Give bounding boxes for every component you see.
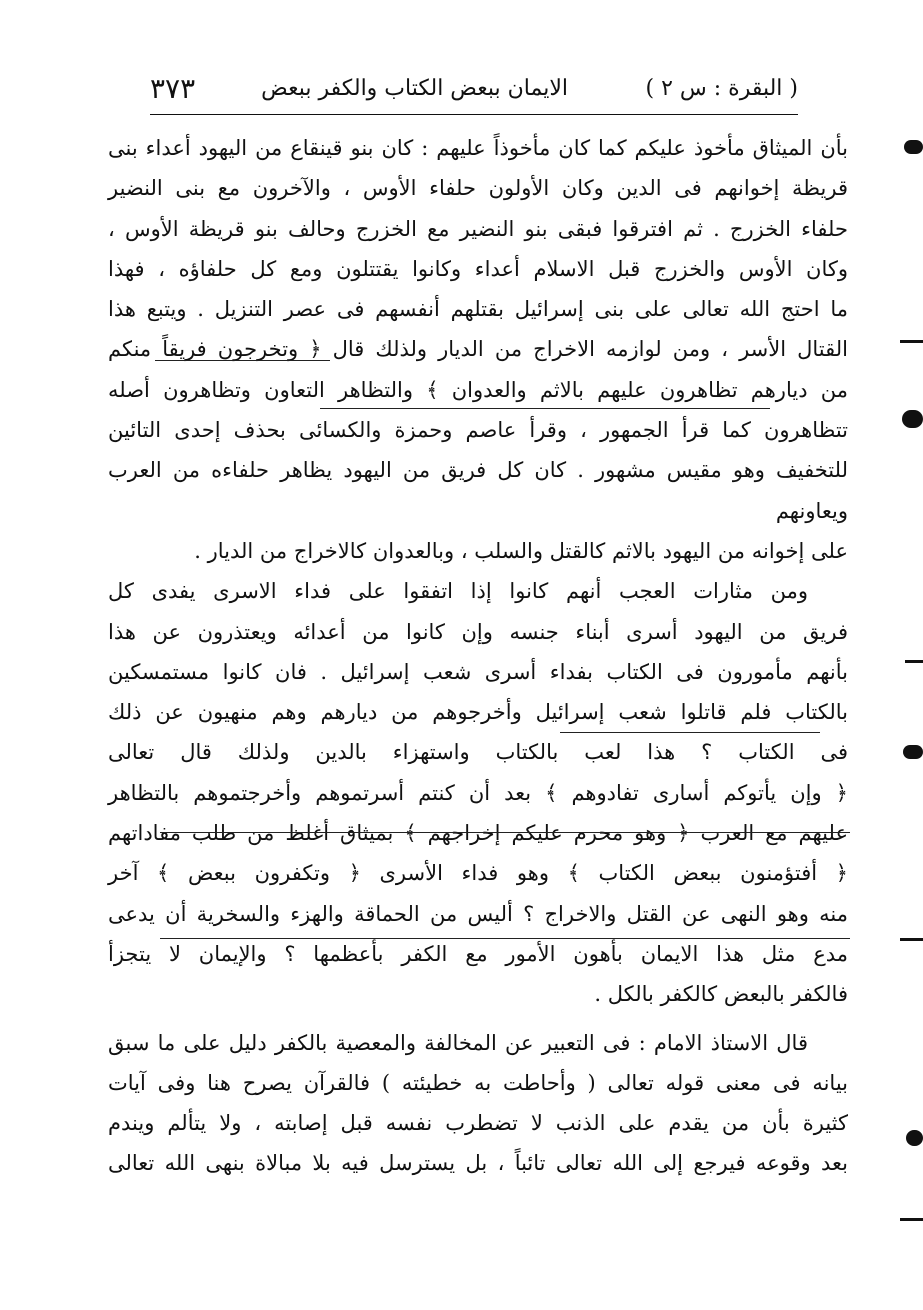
text-line: مدع مثل هذا الايمان بأهون الأمور مع الكفر بأعظمها ؟ والإيمان لا يتجزأ: [108, 941, 848, 966]
edge-mark: [905, 660, 923, 663]
edge-mark: [904, 140, 923, 154]
text-line: بيانه فى معنى قوله تعالى ( وأحاطت به خطيئته ) فالقرآن يصرح هنا وفى آيات: [108, 1070, 848, 1095]
edge-mark: [902, 410, 923, 428]
section-rule: [160, 832, 850, 833]
text-line: فريق من اليهود أسرى أبناء جنسه وإن كانوا من أعدائه ويعتذرون عن هذا: [108, 619, 848, 644]
text-line: ﴿ أفتؤمنون ببعض الكتاب ﴾ وهو فداء الأسرى ﴿ وتكفرون ببعض ﴾ آخر: [108, 861, 848, 886]
text-line: قال الاستاذ الامام : فى التعبير عن المخالفة والمعصية بالكفر دليل على ما سبق: [108, 1030, 808, 1055]
underline-mark: [320, 408, 770, 409]
text-line: فى الكتاب ؟ هذا لعب بالكتاب واستهزاء بالدين ولذلك قال تعالى: [108, 740, 848, 765]
body-text: [108, 128, 848, 1184]
text-line: من ديارهم تظاهرون عليهم بالاثم والعدوان ﴾ والتظاهر التعاون وتظاهرون أصله: [108, 377, 848, 402]
text-line: ما احتج الله تعالى على بنى إسرائيل بقتلهم أنفسهم فى عصر التنزيل . ويتبع هذا: [108, 297, 848, 322]
chapter-reference: ( البقرة : س ٢ ): [645, 76, 798, 101]
text-line: بأنهم مأمورون فى الكتاب بفداء أسرى شعب إسرائيل . فان كانوا مستمسكين: [108, 659, 848, 684]
text-line: بعد وقوعه فيرجع إلى الله تعالى تائباً ، بل يسترسل فيه بلا مبالاة بنهى الله تعالى: [108, 1151, 848, 1176]
text-line: ومن مثارات العجب أنهم كانوا إذا اتفقوا على فداء الاسرى يفدى كل: [108, 579, 808, 604]
text-line: عليهم مع العرب ﴿ وهو محرم عليكم إخراجهم ﴾ بميثاق أغلظ من طلب مفاداتهم: [108, 821, 848, 846]
text-line: تتظاهرون كما قرأ الجمهور ، وقرأ عاصم وحمزة والكسائى بحذف إحدى التائين: [108, 418, 848, 443]
text-line: منه وهو النهى عن القتل والاخراج ؟ أليس من الحماقة والهزء والسخرية أن يدعى: [108, 901, 848, 926]
header-rule: [150, 114, 798, 115]
text-line: بأن الميثاق مأخوذ عليكم كما كان مأخوذاً عليهم : كان بنو قينقاع من اليهود أعداء بنى: [108, 136, 848, 160]
running-title: الايمان ببعض الكتاب والكفر ببعض: [261, 76, 568, 101]
underline-mark: [560, 732, 820, 733]
edge-mark: [906, 1130, 923, 1146]
text-line: للتخفيف وهو مقيس مشهور . كان كل فريق من اليهود يظاهر حلفاءه من العرب ويعاونهم: [108, 458, 848, 523]
text-line: على إخوانه من اليهود بالاثم كالقتل والسلب ، وبالعدوان كالاخراج من الديار .: [194, 538, 848, 563]
text-line: حلفاء الخزرج . ثم افترقوا فبقى بنو النضير مع الخزرج وحالف بنو قريظة الأوس ،: [108, 216, 848, 241]
text-line: فالكفر بالبعض كالكفر بالكل .: [594, 982, 848, 1007]
edge-mark: [900, 340, 923, 343]
text-line: قريظة إخوانهم فى الدين وكان الأولون حلفاء الأوس ، والآخرون مع بنى النضير: [108, 176, 848, 201]
text-line: وكان الأوس والخزرج قبل الاسلام أعداء وكانوا يقتتلون ومع كل حلفاؤه ، فهذا: [108, 256, 848, 281]
text-line: كثيرة بأن من يقدم على الذنب لا تضطرب نفسه قبل إصابته ، ولا يتألم ويندم: [108, 1111, 848, 1136]
edge-mark: [900, 1218, 923, 1221]
underline-mark: [155, 360, 330, 361]
edge-mark: [903, 745, 923, 759]
text-line: بالكتاب فلم قاتلوا شعب إسرائيل وأخرجوهم من ديارهم وهم منهيون عن ذلك: [108, 700, 848, 725]
text-line: ﴿ وإن يأتوكم أسارى تفادوهم ﴾ بعد أن كنتم أسرتموهم وأخرجتموهم بالتظاهر: [108, 780, 848, 805]
section-rule: [160, 938, 850, 939]
text-line: القتال الأسر ، ومن لوازمه الاخراج من الديار ولذلك قال ﴿ وتخرجون فريقاً منكم: [108, 337, 848, 362]
edge-mark: [900, 938, 923, 941]
page-number: ٣٧٣: [150, 72, 196, 105]
page-header: [150, 70, 798, 114]
